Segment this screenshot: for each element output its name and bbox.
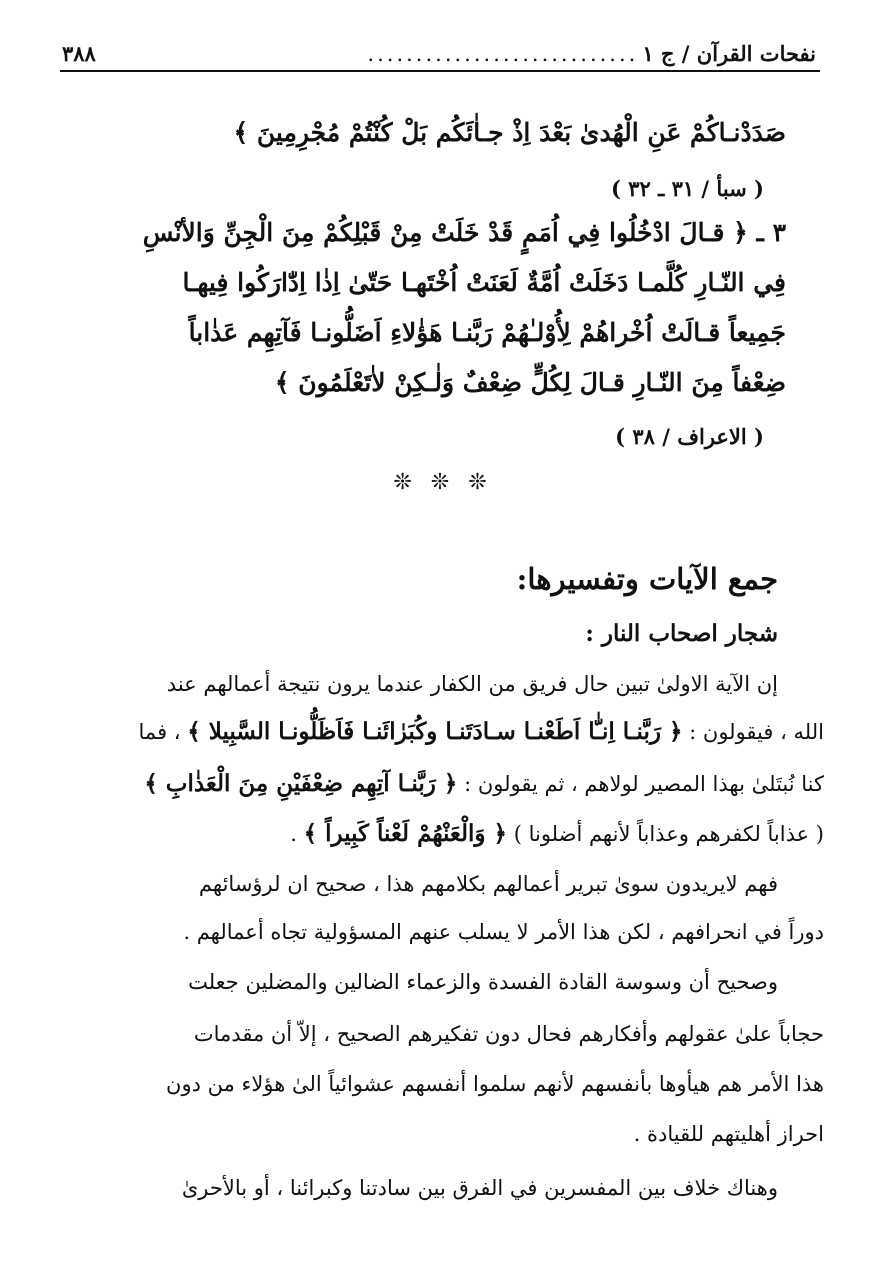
paragraph-line: هذا الأمر هم هيأوها بأنفسهم لأنهم سلموا أنفسهم عشوائياً الىٰ هؤلاء من دون: [166, 1072, 824, 1096]
verse-line: فِي النّـارِ كُلَّمـا دَخَلَتْ اُمَّةٌ لَعَنَتْ اُخْتَهـا حَتّىٰ اِذٰا اِدّٰارَكُوا فِيهـا: [182, 268, 786, 297]
quran-quote: ﴿ وَالْعَنْهُمْ لَعْناً كَبِيراً ﴾: [303, 820, 508, 847]
paragraph-line: دوراً في انحرافهم ، لكن هذا الأمر لا يسلب عنهم المسؤولية تجاه أعمالهم .: [183, 920, 824, 944]
quran-quote: ﴿ رَبَّنـا آتِهِم ضِعْفَيْنِ مِنَ الْعَذٰابِ ﴾: [144, 770, 458, 797]
verse-line: صَدَدْنـاكُمْ عَنِ الْهُدىٰ بَعْدَ اِذْ جـاٰئَكُم بَلْ كُنْتُمْ مُجْرِمِينَ ﴾: [233, 118, 786, 147]
section-separator: ❊ ❊ ❊: [393, 470, 493, 495]
text-run: الله ، فيقولون :: [689, 720, 824, 744]
paragraph-line: احراز أهليتهم للقيادة .: [633, 1122, 824, 1146]
text-run: كنا نُبتَلىٰ بهذا المصير لولاهم ، ثم يقولون :: [464, 772, 824, 796]
header-dot-leader: ............................: [367, 42, 639, 66]
paragraph-line: إن الآية الاولىٰ تبين حال فريق من الكفار عندما يرون نتيجة أعمالهم عند: [166, 672, 778, 696]
section-subheading: شجار اصحاب النار :: [585, 620, 778, 647]
text-run: ، فما: [138, 720, 181, 744]
page-header: [62, 30, 816, 66]
text-run: .: [290, 822, 297, 846]
paragraph-line: وصحيح أن وسوسة القادة الفسدة والزعماء الضالين والمضلين جعلت: [188, 970, 778, 994]
paragraph-line: [70, 718, 824, 745]
paragraph-line: فهم لايريدون سوىٰ تبرير أعمالهم بكلامهم هذا ، صحيح ان لرؤسائهم: [198, 872, 778, 896]
paragraph-line: وهناك خلاف بين المفسرين في الفرق بين سادتنا وكبرائنا ، أو بالأحرىٰ: [181, 1176, 778, 1200]
quran-quote: ﴿ رَبَّنـا اِنـّٰا اَطَعْنـا سـادَتَنـا وكُبَرٰائَنـا فَاَظَلُّونـا السَّبِيلا ﴾: [187, 718, 683, 745]
paragraph-line: [70, 820, 824, 847]
paragraph-line: [70, 770, 824, 797]
verse-reference: ( سبأ / ٣١ ـ ٣٢ ): [610, 176, 764, 201]
paragraph-line: حجاباً علىٰ عقولهم وأفكارهم فحال دون تفكيرهم الصحيح ، إلاّ أن مقدمات: [193, 1022, 824, 1046]
page-number: ٣٨٨: [62, 41, 96, 66]
verse-reference: ( الاعراف / ٣٨ ): [615, 424, 764, 449]
header-title: نفحات القرآن / ج ١: [642, 41, 816, 66]
verse-line: ضِعْفاً مِنَ النّـارِ قـالَ لِكُلٍّ ضِعْفٌ وَلٰـكِنْ لاٰتَعْلَمُونَ ﴾: [274, 368, 786, 397]
header-rule: [60, 70, 820, 72]
section-heading: جمع الآيات وتفسيرها:: [516, 562, 778, 596]
verse-line: جَمِيعاً قـالَتْ اُخْراهُمْ لِأُوْلـٰهُمْ رَبَّنـا هَؤٰلاءِ اَضَلُّونـا فَآتِهِم عَذٰاباً: [188, 318, 786, 347]
verse-line: ٣ ـ ﴿ قـالَ ادْخُلُوا فِي اُمَمٍ قَدْ خَلَتْ مِنْ قَبْلِكُمْ مِنَ الْجِنِّ وَالأنْسِ: [142, 218, 786, 247]
text-run: ( عذاباً لكفرهم وعذاباً لأنهم أضلونا ): [513, 822, 824, 846]
